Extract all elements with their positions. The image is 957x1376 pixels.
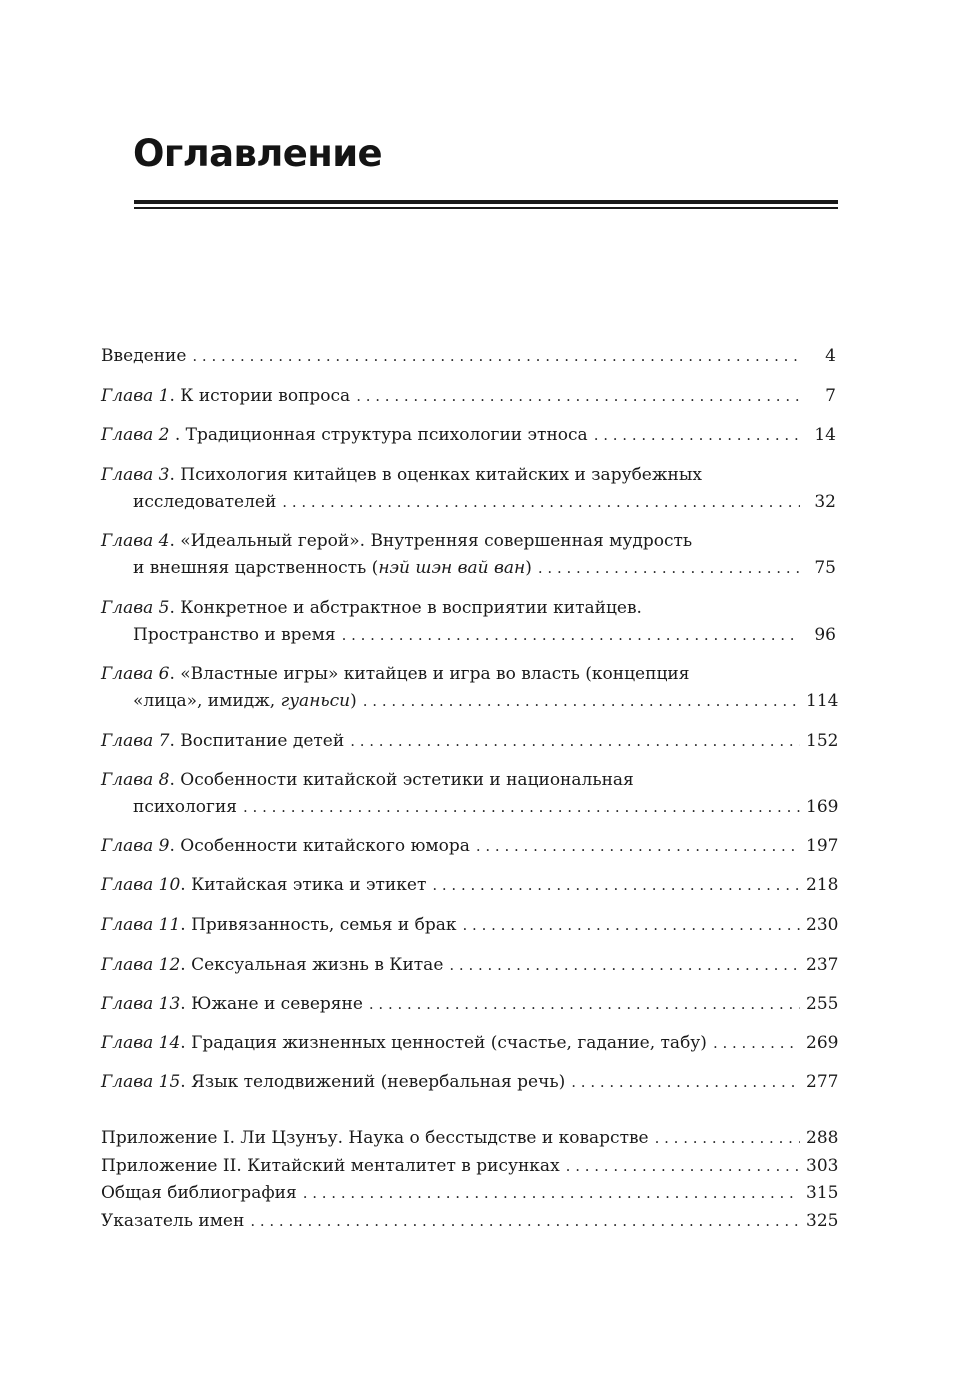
toc-entry-title: . Китайская этика и этикет (180, 875, 427, 895)
toc-entry-chapter-10[interactable] (101, 872, 839, 899)
toc-entry-appendix-1[interactable] (101, 1125, 839, 1153)
dot-leader (282, 489, 800, 516)
toc-chapter-label: Глава 14 (101, 1033, 181, 1053)
toc-entry-title: . Язык телодвижений (невербальная речь) (180, 1072, 566, 1092)
toc-entry-title: . Особенности китайской эстетики и национальная (169, 770, 634, 790)
toc-entry-chapter-2[interactable] (101, 422, 836, 449)
toc-chapter-label: Глава 2 (101, 425, 170, 445)
toc-entry-title-cont: «лица», имидж, (133, 691, 281, 711)
toc-paren-close: ) (525, 558, 532, 578)
dot-leader (538, 555, 800, 582)
dot-leader (463, 912, 800, 939)
toc-entry-chapter-8[interactable] (101, 767, 839, 821)
toc-entry-chapter-14[interactable] (101, 1030, 839, 1057)
dot-leader (713, 1030, 800, 1057)
toc-entry-title: . Южане и северяне (180, 994, 363, 1014)
dot-leader (192, 343, 800, 370)
toc-chapter-label: Глава 12 (101, 955, 181, 975)
toc-entry-title: . Конкретное и абстрактное в восприятии китайцев. (169, 598, 642, 618)
toc-entry-title: Приложение I. Ли Цзунъу. Наука о бесстыдстве и коварстве (101, 1128, 649, 1148)
dot-leader (250, 1208, 800, 1236)
toc-entry-title: . Воспитание детей (169, 731, 345, 751)
toc-chapter-label: Глава 3 (101, 465, 170, 485)
toc-page-number: 230 (806, 915, 839, 935)
toc-page-number: 75 (814, 558, 836, 578)
dot-leader (594, 422, 800, 449)
toc-page-number: 169 (806, 797, 839, 817)
title-rule-thick (134, 200, 838, 204)
toc-page-number: 114 (806, 691, 839, 711)
toc-entry-title: . Привязанность, семья и брак (180, 915, 457, 935)
toc-page-number: 288 (806, 1128, 839, 1148)
toc-entry-chapter-7[interactable] (101, 728, 839, 755)
toc-page-number: 269 (806, 1033, 839, 1053)
toc-entry-chapter-1[interactable] (101, 383, 836, 410)
toc-page-number: 325 (806, 1210, 839, 1231)
toc-chapter-label: Глава 8 (101, 770, 170, 790)
toc-page-number: 14 (814, 425, 836, 445)
toc-entry-title-cont: и внешняя царственность ( (133, 558, 379, 578)
dot-leader (476, 833, 800, 860)
toc-entry-title: . Традиционная структура психологии этноса (169, 425, 588, 445)
dot-leader (369, 991, 800, 1018)
page-title: Оглавление (133, 132, 383, 175)
toc-entry-title: Общая библиография (101, 1183, 297, 1203)
toc-entry-title: . «Властные игры» китайцев и игра во власть (концепция (169, 664, 690, 684)
toc-entry-chapter-4[interactable] (101, 528, 836, 582)
toc-italic-term: нэй шэн вай ван (378, 558, 526, 578)
toc-page-number: 315 (806, 1183, 839, 1203)
toc-page-number: 152 (806, 731, 839, 751)
toc-page-number: 303 (806, 1155, 839, 1176)
toc-chapter-label: Глава 7 (101, 731, 170, 751)
toc-chapter-label: Глава 11 (101, 915, 181, 935)
toc-page-number: 218 (806, 875, 839, 895)
toc-chapter-label: Глава 15 (101, 1072, 181, 1092)
toc-entry-chapter-11[interactable] (101, 912, 839, 939)
toc-entry-title: Указатель имен (101, 1210, 245, 1231)
toc-entry-title: . Особенности китайского юмора (169, 836, 470, 856)
toc-entry-title-cont: психология (133, 797, 238, 817)
toc-entry-chapter-3[interactable] (101, 462, 836, 516)
toc-page-number: 4 (825, 346, 836, 366)
toc-page-number: 255 (806, 994, 839, 1014)
toc-chapter-label: Глава 1 (101, 386, 170, 406)
toc-chapter-label: Глава 10 (101, 875, 181, 895)
toc-entry-chapter-9[interactable] (101, 833, 839, 860)
toc-appendix-block (101, 1125, 839, 1235)
toc-italic-term: гуаньси (280, 691, 351, 711)
toc-entry-title: . «Идеальный герой». Внутренняя совершенная мудрость (169, 531, 693, 551)
toc-entry-title: . Градация жизненных ценностей (счастье, гадание, табу) (180, 1033, 707, 1053)
dot-leader (566, 1153, 800, 1181)
toc-page-number: 237 (806, 955, 839, 975)
toc-entry-chapter-6[interactable] (101, 661, 839, 715)
dot-leader (432, 872, 800, 899)
toc-entry-title: . Психология китайцев в оценках китайских и зарубежных (169, 465, 702, 485)
toc-entry-title: . Сексуальная жизнь в Китае (180, 955, 444, 975)
dot-leader (449, 952, 800, 979)
toc-entry-bibliography[interactable] (101, 1180, 839, 1208)
toc-entry-chapter-13[interactable] (101, 991, 839, 1018)
dot-leader (350, 728, 800, 755)
toc-entry-intro[interactable] (101, 343, 836, 370)
dot-leader (243, 794, 800, 821)
dot-leader (655, 1125, 800, 1153)
dot-leader (356, 383, 800, 410)
toc-page-number: 96 (814, 625, 836, 645)
dot-leader (571, 1069, 800, 1096)
toc-chapter-label: Глава 6 (101, 664, 170, 684)
title-rule-thin (134, 207, 838, 209)
dot-leader (303, 1180, 800, 1208)
toc-page-number: 197 (806, 836, 839, 856)
toc-entry-title: Введение (101, 346, 187, 366)
toc-chapter-label: Глава 4 (101, 531, 170, 551)
toc-chapter-label: Глава 5 (101, 598, 170, 618)
toc-chapter-label: Глава 13 (101, 994, 181, 1014)
toc-paren-close: ) (350, 691, 357, 711)
dot-leader (363, 688, 800, 715)
toc-entry-title: Приложение II. Китайский менталитет в рисунках (101, 1155, 560, 1176)
toc-entry-chapter-15[interactable] (101, 1069, 839, 1096)
toc-entry-chapter-5[interactable] (101, 595, 836, 649)
toc-chapter-label: Глава 9 (101, 836, 170, 856)
toc-page-number: 277 (806, 1072, 839, 1092)
toc-entry-appendix-2[interactable] (101, 1153, 839, 1181)
toc-page-number: 7 (825, 386, 836, 406)
toc-entry-title-cont: Пространство и время (133, 625, 336, 645)
toc-entry-chapter-12[interactable] (101, 952, 839, 979)
toc-page-number: 32 (814, 492, 836, 512)
toc-entry-name-index[interactable] (101, 1208, 839, 1236)
toc-entry-title-cont: исследователей (133, 492, 277, 512)
dot-leader (342, 622, 800, 649)
toc-entry-title: . К истории вопроса (169, 386, 351, 406)
